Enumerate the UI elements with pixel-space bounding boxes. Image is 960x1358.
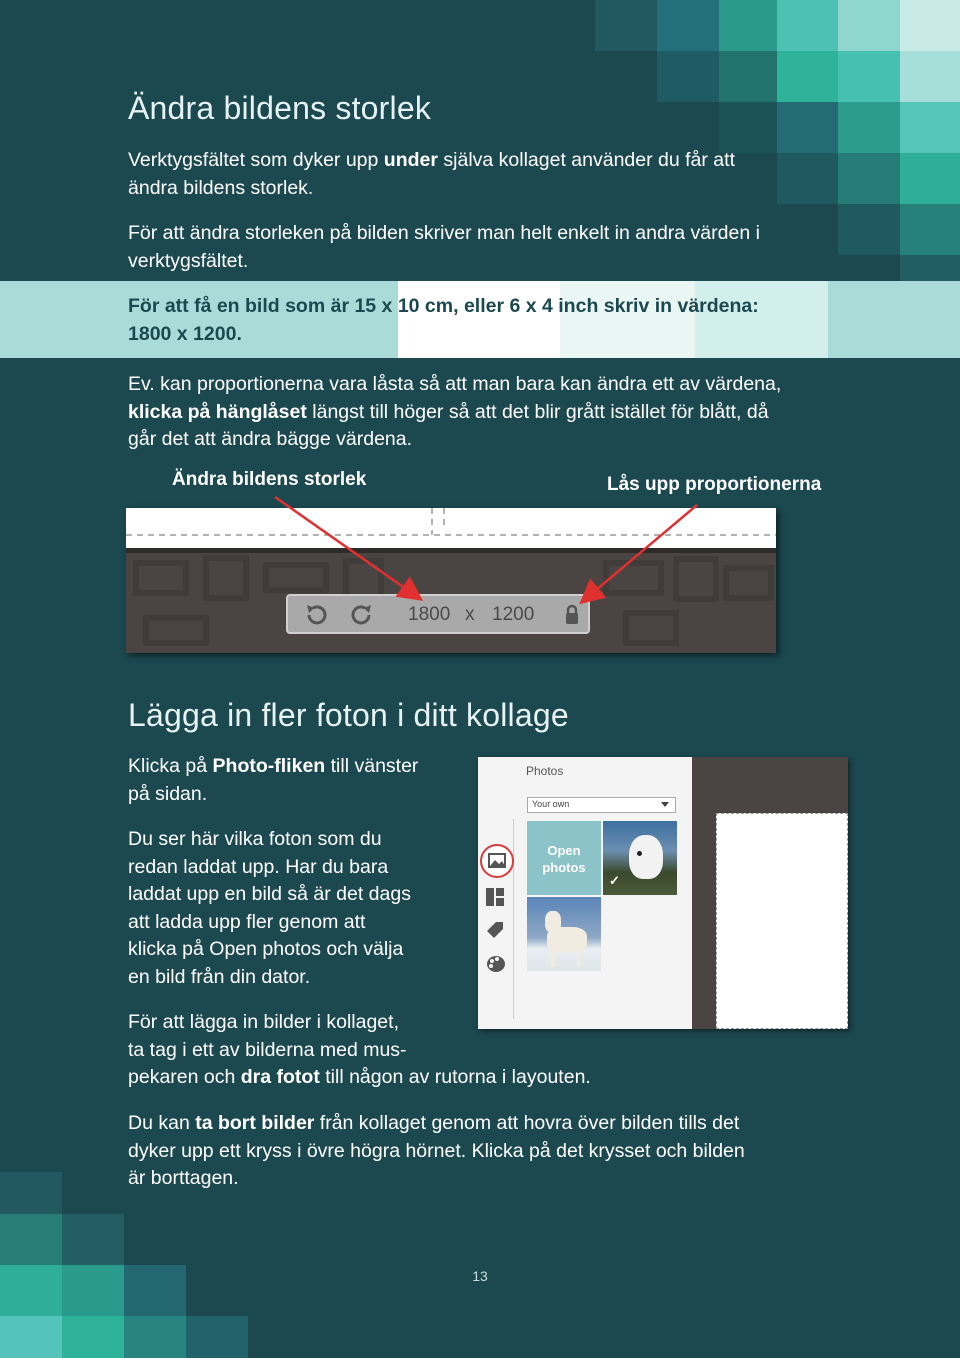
photo-thumbnail-dog-1[interactable]: [603, 821, 677, 895]
selected-check-icon: ✓: [609, 873, 620, 888]
page-number: 13: [472, 1268, 488, 1284]
paragraph-lock-info: Ev. kan proportionerna vara låsta så att man bara kan ändra ett av värdena, klicka på hänglåset längst till höger så att det blir grått istället för blått, då går det att ändra bägge värdena.: [128, 373, 782, 450]
canvas-edge: [126, 508, 776, 553]
paragraph-change-size: För att ändra storleken på bilden skriver man helt enkelt in andra värden i verktygsfältet.: [128, 222, 760, 272]
paragraph-drag-photo: För att lägga in bilder i kollaget, ta tag i ett av bilderna med mus- pekaren och dra fotot till någon av rutorna i layouten.: [128, 1011, 591, 1088]
size-separator: x: [465, 604, 475, 625]
callout-unlock-label: Lås upp proportionerna: [607, 474, 822, 495]
toolbar-screenshot: [126, 508, 776, 653]
section-heading-add-photos: Lägga in fler foton i ditt kollage: [128, 697, 569, 733]
photo-thumbnail-dog-2[interactable]: [527, 897, 601, 971]
highlight-text: För att få en bild som är 15 x 10 cm, eller 6 x 4 inch skriv in värdena: 1800 x 1200.: [128, 295, 759, 345]
paragraph-remove-photo: Du kan ta bort bilder från kollaget genom att hovra över bilden tills det dyker upp ett kryss i övre högra hörnet. Klicka på det krysset och bilden är borttagen.: [128, 1112, 745, 1189]
photos-icon: [480, 844, 514, 878]
lock-icon[interactable]: [564, 604, 580, 632]
paragraph-toolbar-info: Verktygsfältet som dyker upp under själva kollaget använder du får att ändra bildens storlek.: [128, 149, 735, 199]
chevron-down-icon: [661, 802, 669, 807]
tag-icon[interactable]: [486, 921, 504, 946]
paragraph-photo-tab: Klicka på Photo-fliken till vänster på sidan.: [128, 755, 419, 805]
photo-source-dropdown[interactable]: Your own: [527, 797, 676, 813]
height-input[interactable]: 1200: [492, 604, 535, 625]
palette-icon[interactable]: [486, 955, 506, 978]
section-heading-resize: Ändra bildens storlek: [128, 90, 432, 126]
paragraph-uploaded-photos: Du ser här vilka foton som du redan laddat upp. Har du bara laddat upp en bild så är det dags att ladda upp fler genom att klicka på Open photos och välja en bild från din dator.: [128, 828, 411, 988]
open-photos-button[interactable]: Open photos: [527, 821, 601, 895]
layout-icon[interactable]: [486, 888, 504, 911]
width-input[interactable]: 1800: [408, 604, 451, 625]
size-toolbar: [286, 594, 590, 634]
photos-panel-screenshot: [478, 757, 848, 1029]
callout-resize-label: Ändra bildens storlek: [172, 469, 367, 490]
layout-area: [692, 757, 848, 1029]
undo-rotate-icon[interactable]: [302, 602, 330, 634]
redo-rotate-icon[interactable]: [348, 602, 376, 634]
photos-tab[interactable]: [478, 842, 513, 882]
photos-title: Photos: [526, 764, 564, 778]
layout-slot[interactable]: [716, 813, 848, 1029]
